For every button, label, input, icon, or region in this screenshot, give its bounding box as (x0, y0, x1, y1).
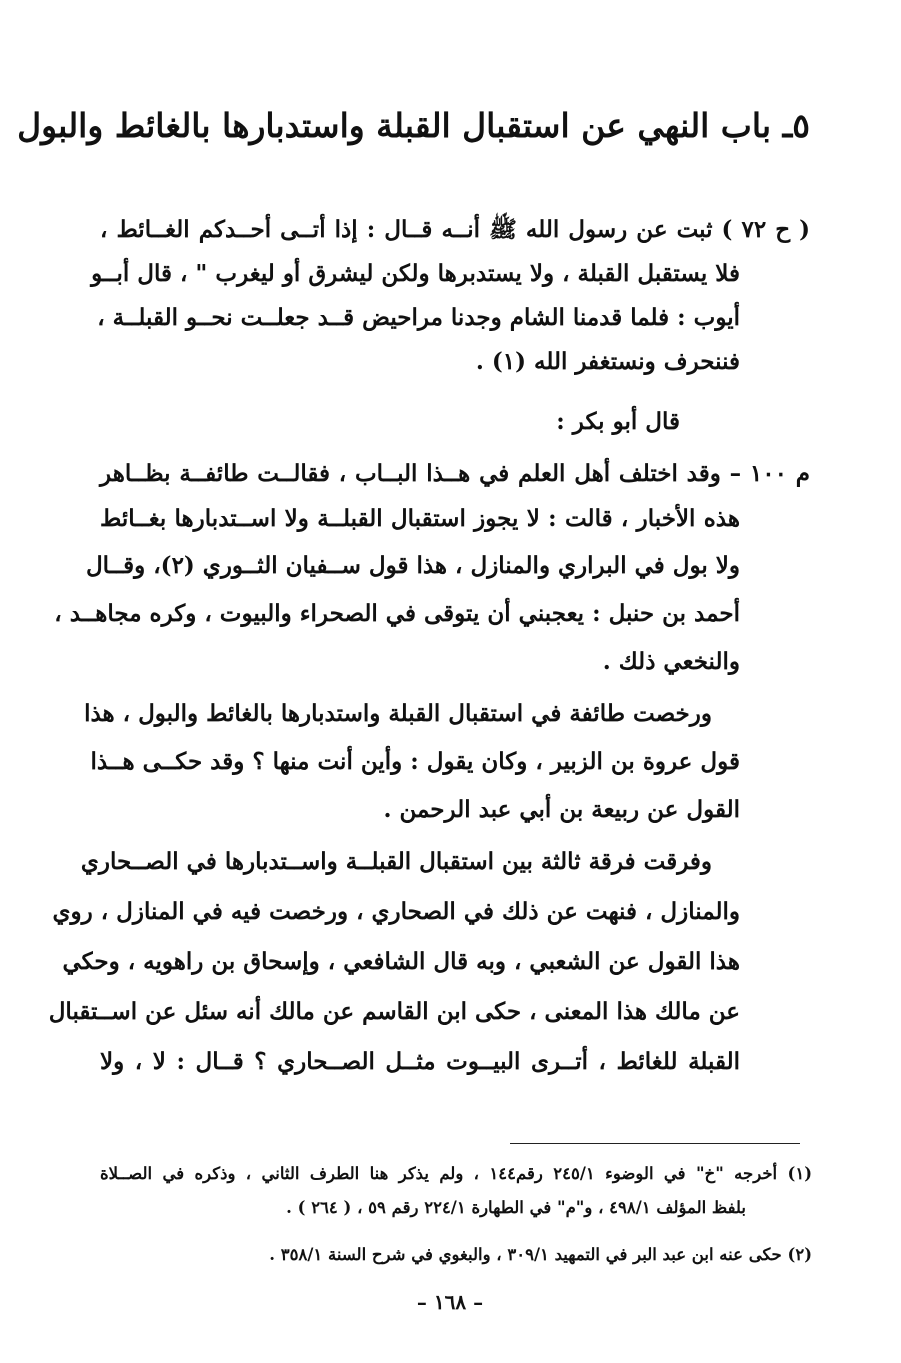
footnote-1-line-2: بلفظ المؤلف ٤٩٨/١ ، و"م" في الطهارة ٢٢٤/١ رقم ٥٩ ، ( ٢٦٤ ) . (286, 1198, 746, 1217)
hadith-72-line-3: أيوب : فلما قدمنا الشام وجدنا مراحيض قــد جعلــت نحــو القبلــة ، (97, 304, 740, 331)
paragraph-2-line-1: ورخصت طائفة في استقبال القبلة واستدبارها بالغائط والبول ، هذا (84, 700, 712, 727)
footnote-2: (٢) حكى عنه ابن عبد البر في التمهيد ٣٠٩/١ ، والبغوي في شرح السنة ٣٥٨/١ . (269, 1245, 812, 1264)
masalah-100-line-4: أحمد بن حنبل : يعجبني أن يتوقى في الصحراء والبيوت ، وكره مجاهــد ، (54, 600, 740, 627)
masalah-100-line-5: والنخعي ذلك . (602, 648, 740, 675)
hadith-72-line-1: ( ح ٧٢ ) ثبت عن رسول الله ﷺ أنــه قــال : إذا أتــى أحــدكم الغــائط ، (100, 216, 810, 243)
masalah-100-line-3: ولا بول في البراري والمنازل ، هذا قول ســفيان الثــوري (٢)، وقــال (85, 552, 740, 579)
paragraph-3-line-4: عن مالك هذا المعنى ، حكى ابن القاسم عن مالك أنه سئل عن اســتقبال (48, 998, 740, 1025)
paragraph-3-line-3: هذا القول عن الشعبي ، وبه قال الشافعي ، وإسحاق بن راهويه ، وحكي (62, 948, 740, 975)
page-number: – ١٦٨ – (416, 1290, 484, 1314)
footnote-1-line-1: (١) أخرجه "خ" في الوضوء ٢٤٥/١ رقم١٤٤ ، ولم يذكر هنا الطرف الثاني ، وذكره في الصــلاة (100, 1164, 813, 1183)
paragraph-3-line-5: القبلة للغائط ، أتــرى البيــوت مثــل الصــحاري ؟ قــال : لا ، ولا (100, 1048, 740, 1075)
paragraph-2-line-3: القول عن ربيعة بن أبي عبد الرحمن . (383, 796, 740, 823)
paragraph-3-line-1: وفرقت فرقة ثالثة بين استقبال القبلــة واســتدبارها في الصــحاري (80, 848, 712, 875)
footnote-separator (510, 1143, 800, 1144)
masalah-100-line-2: هذه الأخبار ، قالت : لا يجوز استقبال القبلــة ولا اســتدبارها بغــائط (100, 505, 740, 532)
paragraph-2-line-2: قول عروة بن الزبير ، وكان يقول : وأين أنت منها ؟ وقد حكــى هــذا (90, 748, 740, 775)
speaker-line: قال أبو بكر : (556, 408, 680, 435)
hadith-72-line-4: فننحرف ونستغفر الله (١) . (475, 348, 740, 375)
chapter-title: ٥ـ باب النهي عن استقبال القبلة واستدبارها بالغائط والبول (17, 106, 810, 145)
masalah-100-line-1: م ١٠٠ – وقد اختلف أهل العلم في هــذا البــاب ، فقالــت طائفــة بظــاهر (100, 460, 811, 487)
paragraph-3-line-2: والمنازل ، فنهت عن ذلك في الصحاري ، ورخصت فيه في المنازل ، روي (52, 898, 740, 925)
hadith-72-line-2: فلا يستقبل القبلة ، ولا يستدبرها ولكن ليشرق أو ليغرب " ، قال أبــو (91, 260, 740, 287)
